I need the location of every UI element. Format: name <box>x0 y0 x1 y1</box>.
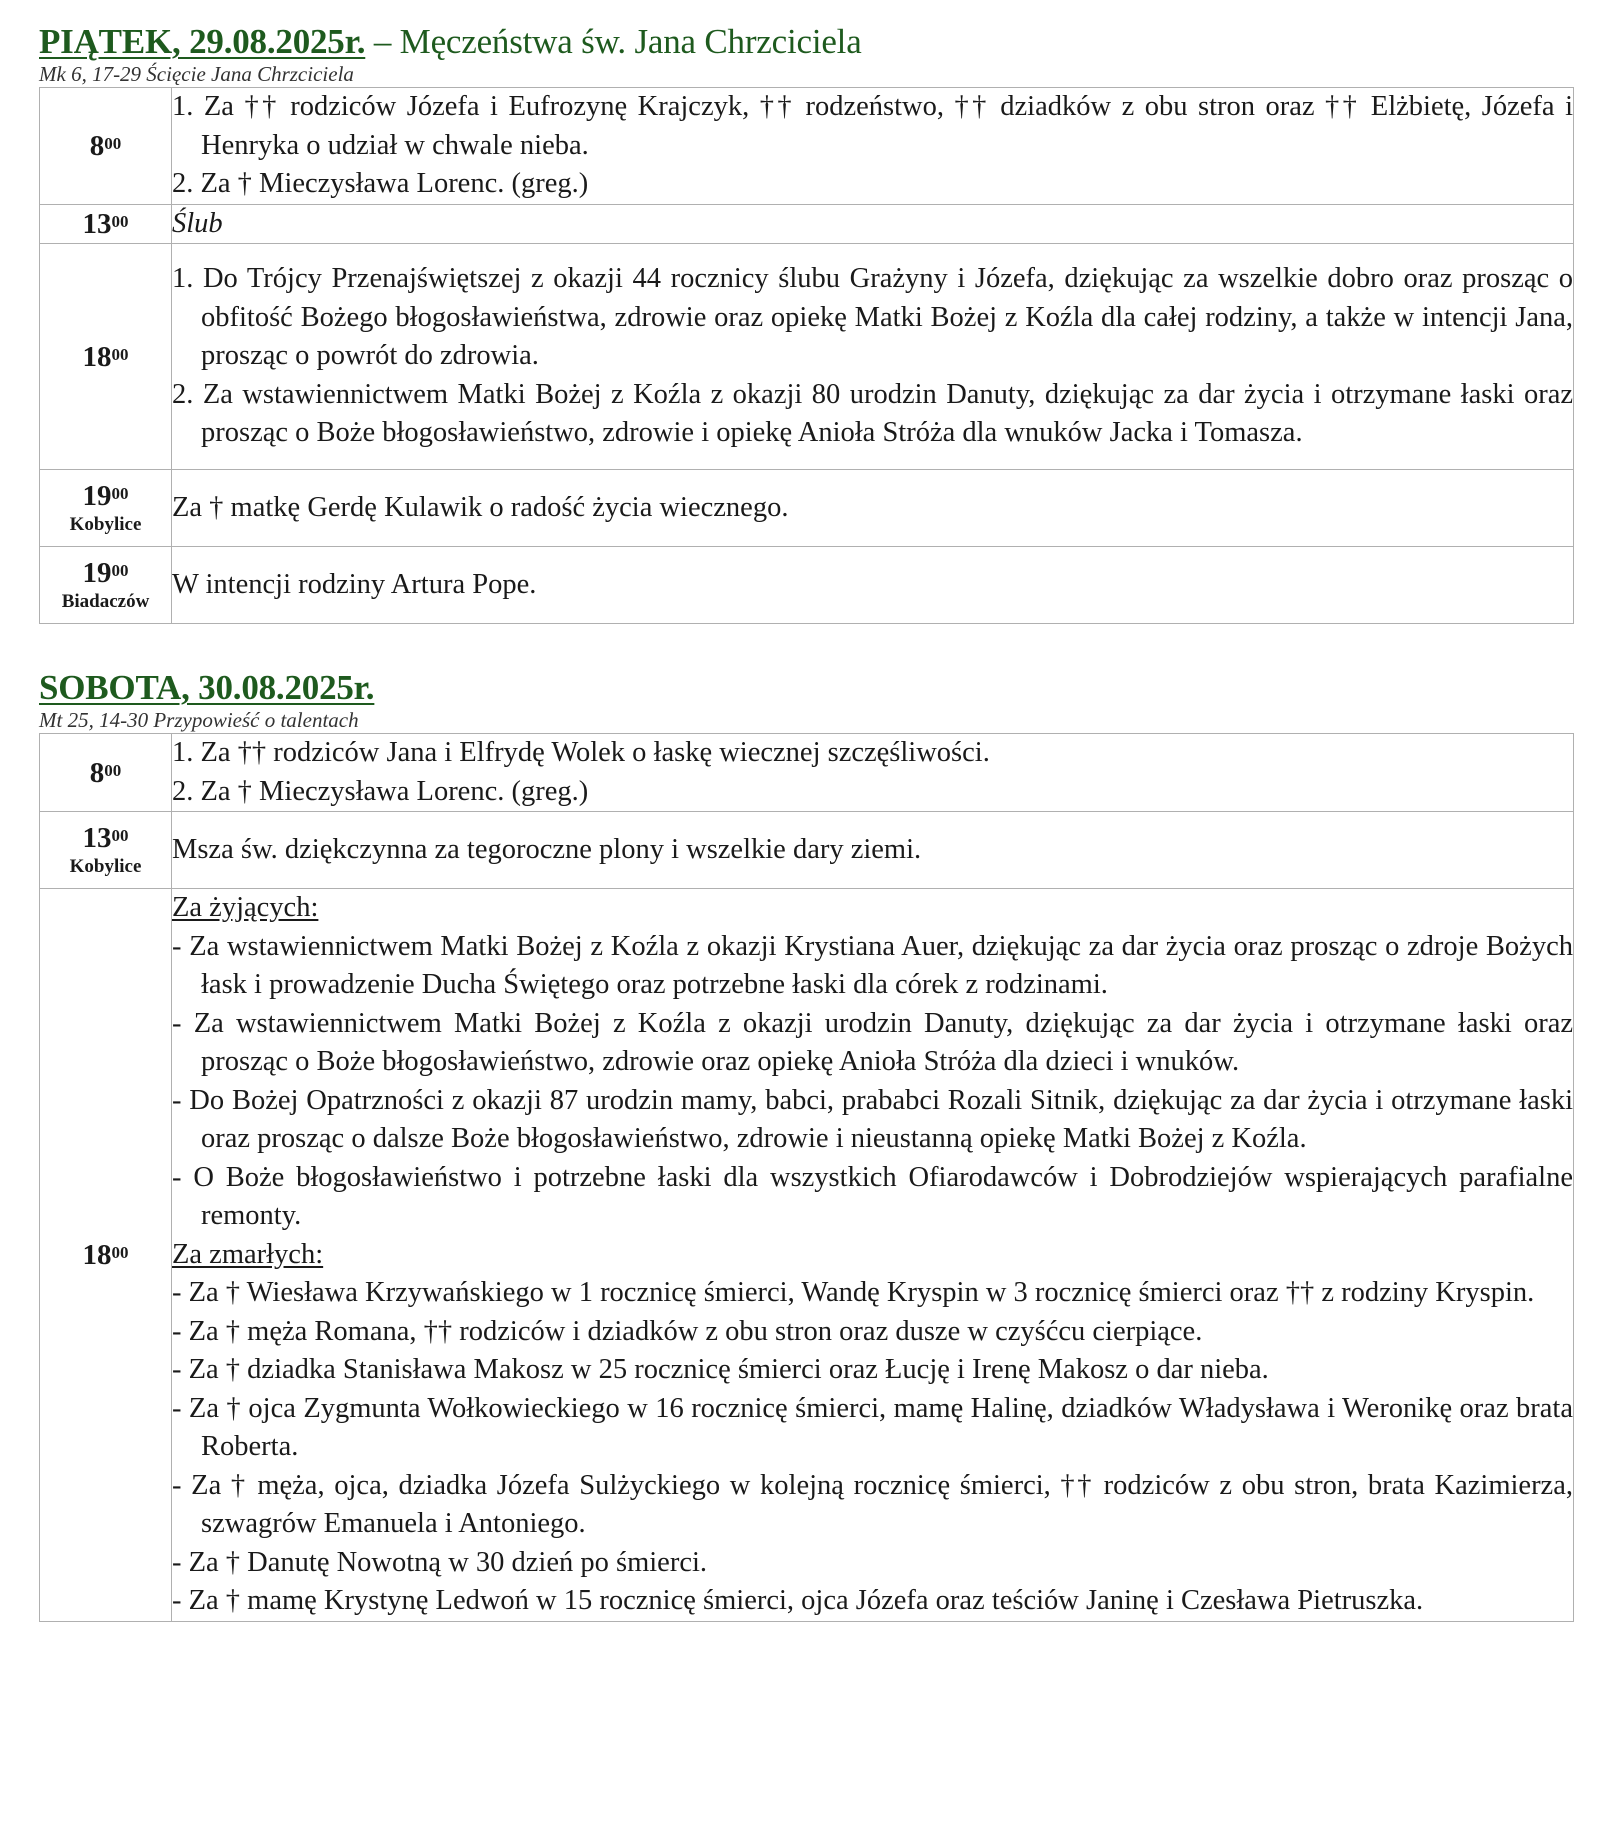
intention: - Za † Wiesława Krzywańskiego w 1 rocznicę śmierci, Wandę Kryspin w 3 rocznicę śmierci oraz †† z rodziny Kryspin. <box>172 1277 1535 1308</box>
intention: 2. Za † Mieczysława Lorenc. (greg.) <box>172 775 589 807</box>
day-date: SOBOTA, 30.08.2025r. <box>39 668 375 707</box>
mass-row <box>40 88 1574 205</box>
day-feast: – Męczeństwa św. Jana Chrzciciela <box>365 22 862 61</box>
intention: 1. Do Trójcy Przenajświętszej z okazji 44 rocznicy ślubu Grażyny i Józefa, dziękując za wszelkie dobro oraz prosząc o obfitość Bożego błogosławieństwa, zdrowie oraz opiekę Matki Bożej z Koźla dla całej rodziny, a także w intencji Jana, prosząc o powrót do zdrowia. <box>172 263 1573 372</box>
mass-time <box>40 889 172 1622</box>
mass-hour: 18 <box>82 1238 112 1271</box>
mass-row <box>40 812 1574 889</box>
intention: - Za † dziadka Stanisława Makosz w 25 rocznicę śmierci oraz Łucję i Irenę Makosz o dar nieba. <box>172 1354 1269 1385</box>
mass-row <box>40 244 1574 470</box>
mass-time <box>40 244 172 470</box>
mass-hour: 18 <box>82 340 112 373</box>
mass-intentions <box>172 88 1574 205</box>
day-title-saturday <box>39 668 1574 708</box>
mass-hour: 19 <box>82 557 112 589</box>
intention: Msza św. dziękczynna za tegoroczne plony i wszelkie dary ziemi. <box>172 833 922 865</box>
day-date: PIĄTEK, 29.08.2025r. <box>39 22 366 61</box>
mass-hour: 19 <box>82 480 112 512</box>
mass-time <box>40 470 172 547</box>
mass-intentions <box>172 470 1574 547</box>
mass-time <box>40 734 172 812</box>
mass-minute: 00 <box>111 484 129 503</box>
intention: - Za wstawiennictwem Matki Bożej z Koźla z okazji Krystiana Auer, dziękując za dar życia oraz prosząc o zdroje Bożych łask i prowadzenie Ducha Świętego oraz potrzebne łaski dla córek z rodzinami. <box>172 930 1573 1000</box>
mass-minute: 00 <box>111 344 129 364</box>
mass-minute: 00 <box>104 133 122 153</box>
mass-place: Kobylice <box>69 514 142 535</box>
mass-place: Biadaczów <box>61 591 150 612</box>
mass-intentions <box>172 547 1574 624</box>
intention: 2. Za † Mieczysława Lorenc. (greg.) <box>172 168 589 199</box>
day-title-friday <box>39 22 1574 62</box>
mass-row <box>40 889 1574 1622</box>
mass-intentions <box>172 812 1574 889</box>
mass-hour: 8 <box>89 129 105 162</box>
mass-intentions <box>172 889 1574 1622</box>
mass-hour: 13 <box>82 207 112 240</box>
mass-intentions <box>172 204 1574 244</box>
mass-intentions <box>172 244 1574 470</box>
mass-minute: 00 <box>104 760 122 780</box>
mass-time <box>40 547 172 624</box>
mass-row <box>40 734 1574 812</box>
intention: - Za † męża, ojca, dziadka Józefa Sulżyckiego w kolejną rocznicę śmierci, †† rodziców z obu stron, brata Kazimierza, szwagrów Emanuela i Antoniego. <box>172 1469 1573 1539</box>
mass-minute: 00 <box>111 826 129 845</box>
mass-hour: 8 <box>89 756 105 789</box>
mass-row <box>40 470 1574 547</box>
intention: 1. Za †† rodziców Jana i Elfrydę Wolek o łaskę wiecznej szczęśliwości. <box>172 737 990 768</box>
mass-schedule-saturday <box>39 733 1574 1622</box>
intention: Za † matkę Gerdę Kulawik o radość życia wiecznego. <box>172 491 789 523</box>
mass-schedule-friday <box>39 87 1574 624</box>
intention: - Za † ojca Zygmunta Wołkowieckiego w 16 rocznicę śmierci, mamę Halinę, dziadków Władysława i Weronikę oraz brata Roberta. <box>172 1392 1573 1462</box>
intention: Ślub <box>172 207 223 239</box>
intention: - Do Bożej Opatrzności z okazji 87 urodzin mamy, babci, prababci Rozali Sitnik, dziękując za dar życia i otrzymane łaski oraz prosząc o dalsze Boże błogosławieństwo, zdrowie i nieustanną opiekę Matki Bożej z Koźla. <box>172 1084 1573 1154</box>
intention: - Za † Danutę Nowotną w 30 dzień po śmierci. <box>172 1546 708 1578</box>
gospel-reading: Mk 6, 17-29 Ścięcie Jana Chrzciciela <box>39 62 354 86</box>
mass-row <box>40 204 1574 244</box>
mass-minute: 00 <box>111 1242 129 1262</box>
gospel-reading: Mt 25, 14-30 Przypowieść o talentach <box>39 708 359 732</box>
document-page <box>39 0 1574 1622</box>
intention: - Za † męża Romana, †† rodziców i dziadków z obu stron oraz dusze w czyśćcu cierpiące. <box>172 1315 1203 1347</box>
intention: 1. Za †† rodziców Józefa i Eufrozynę Krajczyk, †† rodzeństwo, †† dziadków z obu stron oraz †† Elżbietę, Józefa i Henryka o udział w chwale nieba. <box>172 91 1573 161</box>
intention: - Za wstawiennictwem Matki Bożej z Koźla z okazji urodzin Danuty, dziękując za dar życia i otrzymane łaski oraz prosząc o Boże błogosławieństwo, zdrowie oraz opiekę Anioła Stróża dla dzieci i wnuków. <box>172 1007 1573 1077</box>
mass-time <box>40 88 172 205</box>
mass-intentions <box>172 734 1574 812</box>
mass-place: Kobylice <box>69 856 142 877</box>
dead-section-heading: Za zmarłych: <box>172 1238 324 1270</box>
mass-minute: 00 <box>111 561 129 580</box>
intention: - O Boże błogosławieństwo i potrzebne łaski dla wszystkich Ofiarodawców i Dobrodziejów wspierających parafialne remonty. <box>172 1161 1573 1231</box>
mass-time <box>40 812 172 889</box>
mass-row <box>40 547 1574 624</box>
intention: 2. Za wstawiennictwem Matki Bożej z Koźla z okazji 80 urodzin Danuty, dziękując za dar życia i otrzymane łaski oraz prosząc o Boże błogosławieństwo, zdrowie i opiekę Anioła Stróża dla wnuków Jacka i Tomasza. <box>172 378 1573 449</box>
intention: - Za † mamę Krystynę Ledwoń w 15 rocznicę śmierci, ojca Józefa oraz teściów Janinę i Czesława Pietruszka. <box>172 1585 1424 1616</box>
mass-time <box>40 204 172 244</box>
mass-minute: 00 <box>111 211 129 231</box>
living-section-heading: Za żyjących: <box>172 892 319 923</box>
mass-hour: 13 <box>82 822 112 854</box>
intention: W intencji rodziny Artura Pope. <box>172 568 537 600</box>
